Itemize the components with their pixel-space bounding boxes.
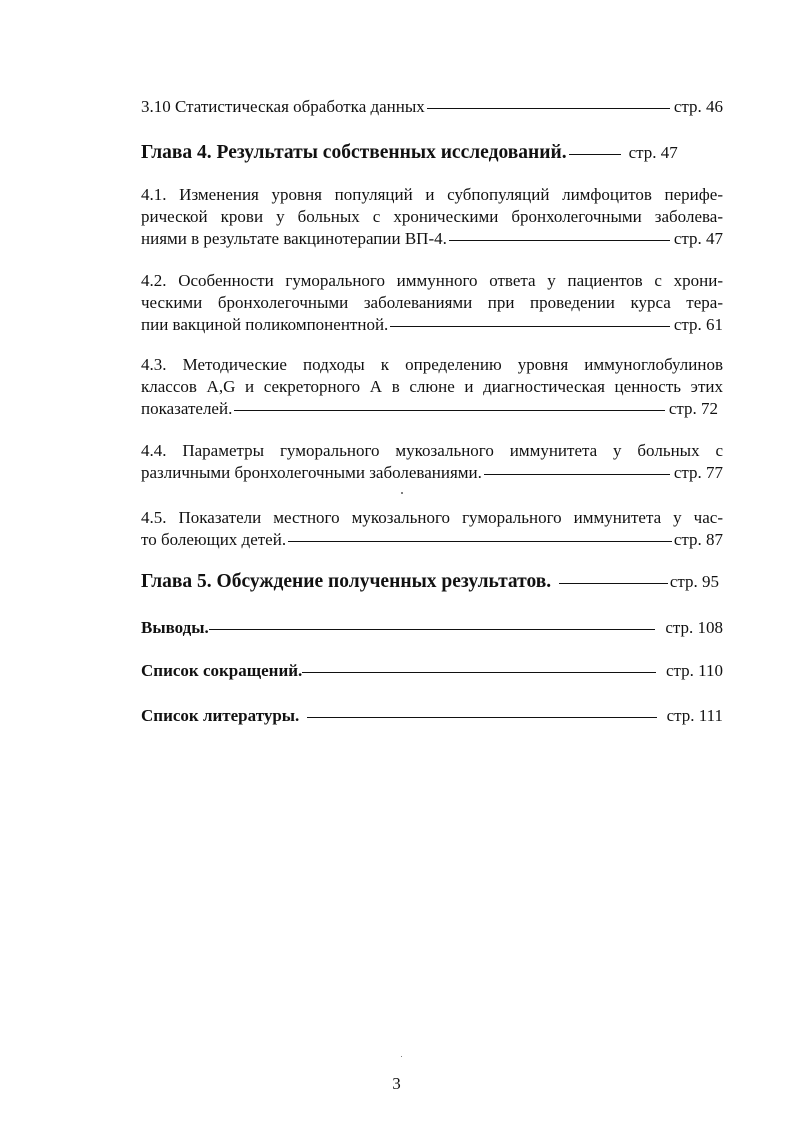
toc-entry-line: 4.4. Параметры гуморального мукозального иммунитета у больных с: [141, 441, 723, 460]
leader-line: [209, 629, 656, 630]
toc-entry-title: 3.10 Статистическая обработка данных: [141, 97, 425, 116]
leader-line: [569, 154, 621, 155]
toc-page-ref: стр. 77: [673, 463, 723, 482]
toc-entry-line: ческими бронхолегочными заболеваниями при проведении курса тера-: [141, 293, 723, 312]
leader-line: [307, 717, 656, 718]
toc-page-ref: стр. 110: [665, 661, 723, 680]
toc-entry-4-5[interactable]: [141, 507, 723, 551]
toc-entry-3-10[interactable]: [141, 96, 723, 118]
toc-page-ref: стр. 87: [673, 530, 723, 549]
leader-line: [427, 108, 670, 109]
toc-entry-line: 4.5. Показатели местного мукозального гуморального иммунитета у час-: [141, 508, 723, 527]
chapter-title: Глава 4. Результаты собственных исследований.: [141, 142, 567, 163]
scan-speck: [401, 492, 403, 494]
toc-entry-line: классов A,G и секреторного А в слюне и диагностическая ценность этих: [141, 377, 723, 396]
toc-entry-line: 4.2. Особенности гуморального иммунного ответа у пациентов с хрони-: [141, 271, 723, 290]
toc-entry-line: рической крови у больных с хроническими бронхолегочными заболева-: [141, 207, 723, 226]
leader-line: [302, 672, 656, 673]
toc-entry-4-2[interactable]: [141, 270, 723, 336]
leader-line: [288, 541, 672, 542]
toc-chapter-5[interactable]: [141, 571, 723, 593]
toc-entry-line: пии вакциной поликомпонентной.: [141, 315, 389, 334]
toc-references[interactable]: [141, 705, 723, 727]
leader-line: [559, 583, 668, 584]
toc-page-ref: стр. 47: [628, 143, 678, 162]
leader-line: [390, 326, 670, 327]
scan-speck: [401, 1056, 402, 1057]
toc-page-ref: стр. 47: [673, 229, 723, 248]
toc-page-ref: стр. 95: [669, 572, 719, 591]
leader-line: [234, 410, 664, 411]
leader-line: [449, 240, 670, 241]
chapter-title: Глава 5. Обсуждение полученных результатов.: [141, 571, 552, 592]
toc-page-ref: стр. 108: [665, 618, 723, 637]
section-title: Список литературы.: [141, 706, 300, 725]
toc-entry-line: 4.3. Методические подходы к определению уровня иммуноглобулинов: [141, 355, 723, 374]
page-number: 3: [392, 1074, 401, 1093]
toc-entry-4-1[interactable]: [141, 184, 723, 250]
toc-abbreviations[interactable]: [141, 660, 723, 682]
toc-page-ref: стр. 61: [673, 315, 723, 334]
toc-conclusions[interactable]: [141, 617, 723, 639]
toc-entry-line: ниями в результате вакцинотерапии ВП-4.: [141, 229, 447, 248]
toc-entry-4-3[interactable]: [141, 354, 723, 420]
toc-entry-line: показателей.: [141, 399, 233, 418]
toc-entry-4-4[interactable]: [141, 440, 723, 484]
toc-entry-line: 4.1. Изменения уровня популяций и субпопуляций лимфоцитов перифе-: [141, 185, 723, 204]
toc-chapter-4[interactable]: [141, 142, 723, 164]
section-title: Список сокращений.: [141, 661, 303, 680]
leader-line: [484, 474, 670, 475]
section-title: Выводы.: [141, 618, 209, 637]
toc-page-ref: стр. 72: [668, 399, 718, 418]
toc-entry-line: различными бронхолегочными заболеваниями.: [141, 463, 482, 482]
toc-entry-line: то болеющих детей.: [141, 530, 287, 549]
toc-page-ref: стр. 46: [673, 97, 723, 116]
toc-page-ref: стр. 111: [666, 706, 723, 725]
